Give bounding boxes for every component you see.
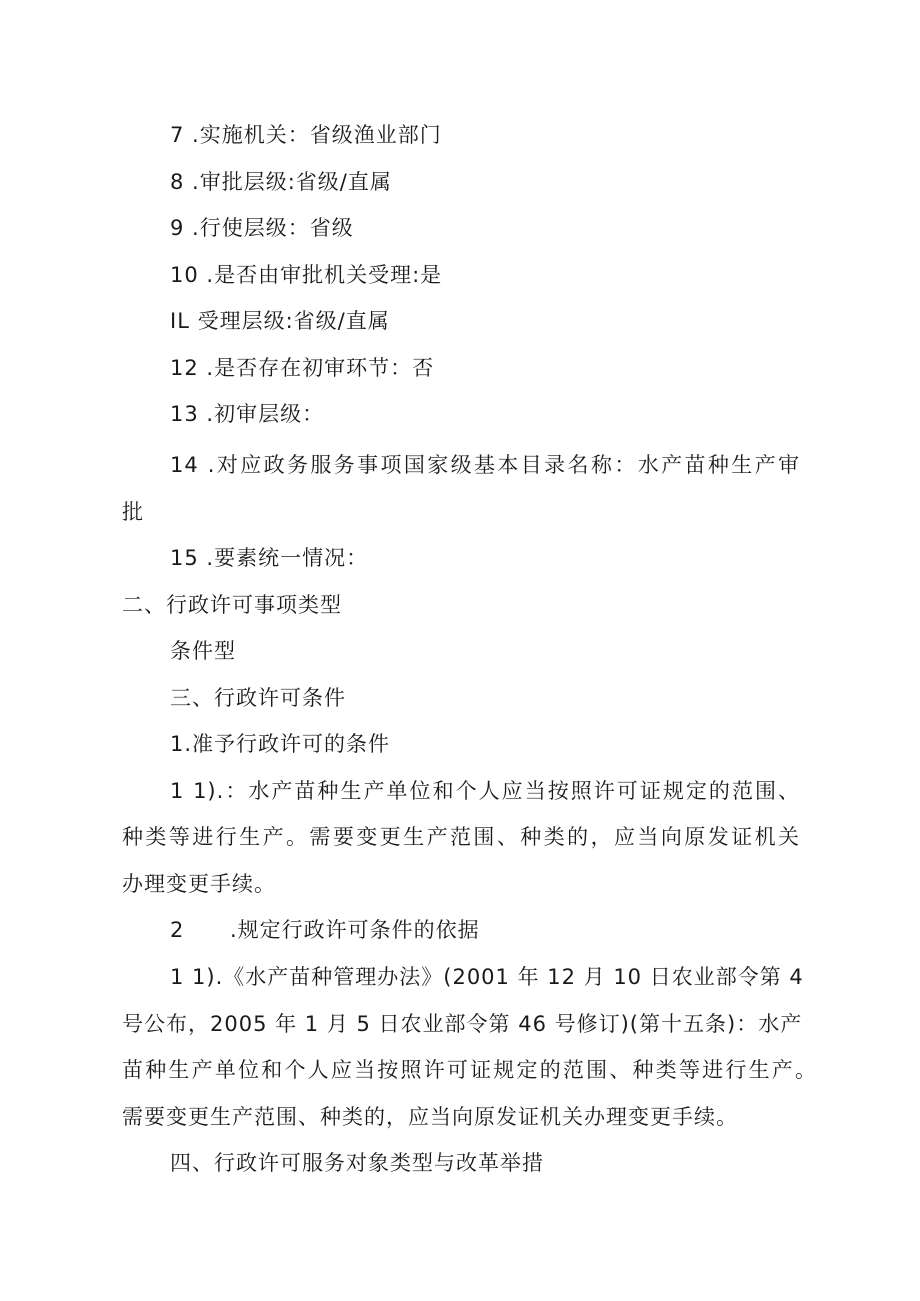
- section-3-heading: 三、行政许可条件: [170, 686, 346, 710]
- basis-paragraph-line2: 号公布，2005 年 1 月 5 日农业部令第 46 号修订)(第十五条)：水产: [122, 1012, 803, 1036]
- condition-1-paragraph-line3: 办理变更手续。: [122, 872, 276, 896]
- basis-paragraph-line1: 1 1).《水产苗种管理办法》(2001 年 12 月 10 日农业部令第 4: [170, 965, 804, 989]
- item-14-catalog-name-line1: 14 .对应政务服务事项国家级基本目录名称：水产苗种生产审: [170, 453, 800, 477]
- item-10-accepted-by-approval-authority: 10 .是否由审批机关受理:是: [170, 263, 443, 287]
- condition-2-heading: .规定行政许可条件的依据: [230, 918, 480, 942]
- item-7-implementing-agency: 7 .实施机关：省级渔业部门: [170, 123, 442, 147]
- section-2-content: 条件型: [170, 639, 236, 663]
- section-4-heading: 四、行政许可服务对象类型与改革举措: [170, 1151, 544, 1175]
- basis-paragraph-line4: 需要变更生产范围、种类的，应当向原发证机关办理变更手续。: [122, 1105, 738, 1129]
- condition-1-paragraph-line2: 种类等进行生产。需要变更生产范围、种类的，应当向原发证机关: [122, 825, 800, 849]
- item-15-element-unification: 15 .要素统一情况：: [170, 546, 369, 570]
- condition-1-heading: 1.准予行政许可的条件: [170, 732, 391, 756]
- item-8-approval-level: 8 .审批层级:省级/直属: [170, 170, 392, 194]
- item-9-exercise-level: 9 .行使层级：省级: [170, 216, 354, 240]
- section-2-heading: 二、行政许可事项类型: [122, 593, 342, 617]
- item-13-preliminary-review-level: 13 .初审层级：: [170, 402, 325, 426]
- item-11-acceptance-level: IL 受理层级:省级/直属: [170, 309, 390, 333]
- item-14-catalog-name-line2: 批: [122, 500, 144, 524]
- condition-1-paragraph-line1: 1 1).：水产苗种生产单位和个人应当按照许可证规定的范围、: [170, 779, 800, 803]
- condition-2-number: 2: [170, 918, 185, 942]
- item-12-preliminary-review: 12 .是否存在初审环节：否: [170, 356, 435, 380]
- basis-paragraph-line3: 苗种生产单位和个人应当按照许可证规定的范围、种类等进行生产。: [122, 1058, 817, 1082]
